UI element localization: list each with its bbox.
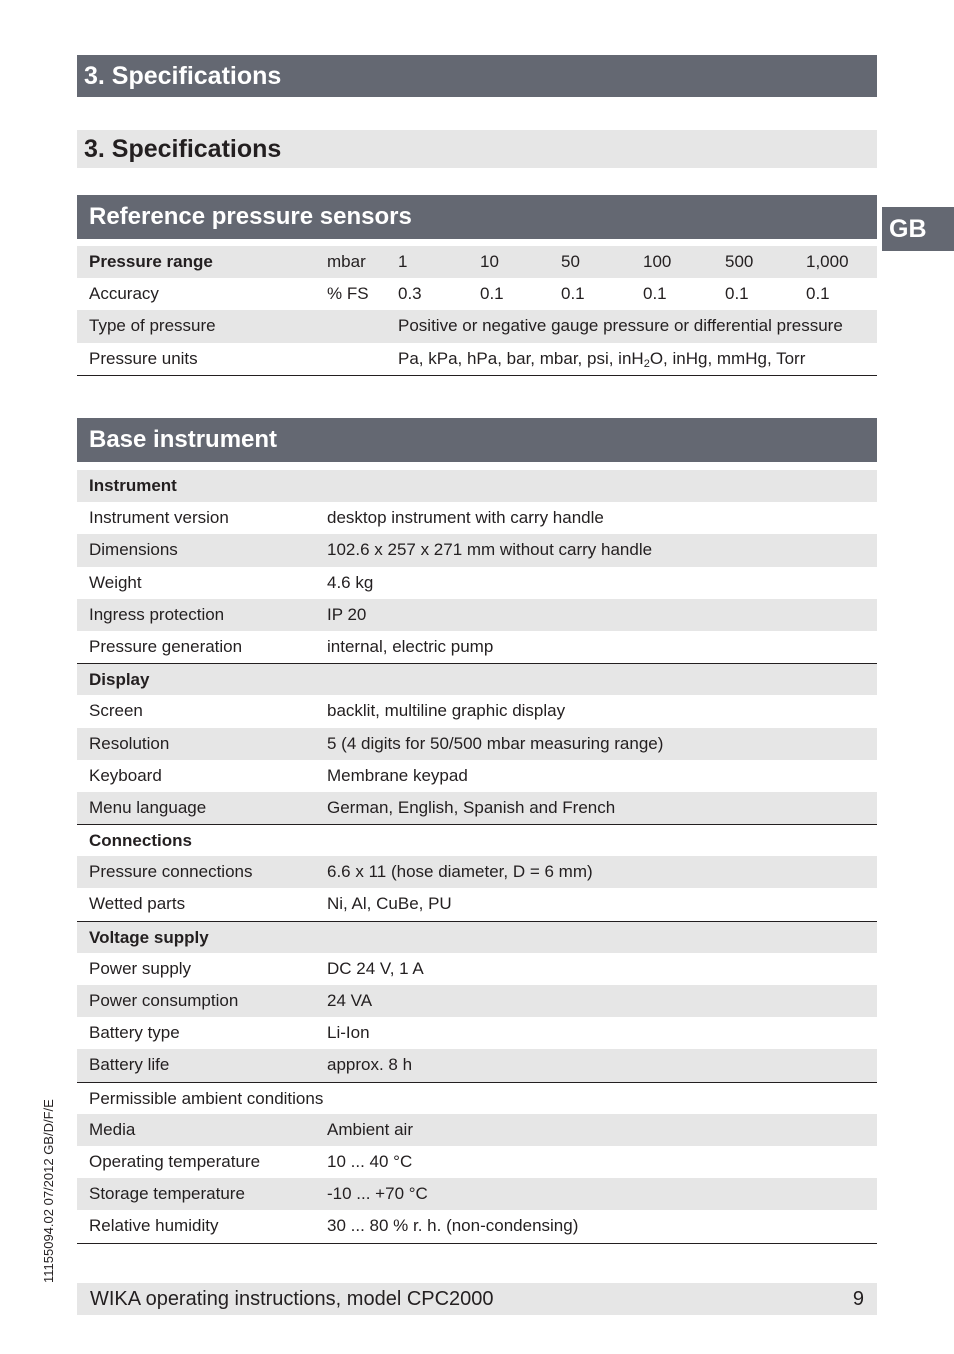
spec-group-row	[77, 1082, 877, 1114]
spec-row	[77, 695, 877, 727]
base-instrument-heading: Base instrument	[77, 418, 877, 462]
row-label: Voltage supply	[89, 927, 209, 947]
row-value: DC 24 V, 1 A	[327, 958, 424, 978]
spec-group-row	[77, 663, 877, 695]
row-label: Wetted parts	[89, 894, 186, 914]
spec-group-row	[77, 470, 877, 502]
spec-row	[77, 1178, 877, 1210]
row-label: Connections	[89, 831, 192, 851]
row-value: German, English, Spanish and French	[327, 797, 616, 817]
row-label: Resolution	[89, 733, 170, 753]
accuracy-value: 0.1	[480, 284, 504, 304]
spec-row	[77, 1049, 877, 1081]
row-value: IP 20	[327, 604, 367, 624]
row-value: Li-Ion	[327, 1023, 370, 1043]
spec-group-row	[77, 921, 877, 953]
spec-row	[77, 1210, 877, 1243]
row-value: 102.6 x 257 x 271 mm without carry handle	[327, 540, 653, 560]
spec-row	[77, 599, 877, 631]
row-label: Operating temperature	[89, 1151, 261, 1171]
row-value: 6.6 x 11 (hose diameter, D = 6 mm)	[327, 862, 593, 882]
running-header: 3. Specifications	[77, 55, 877, 97]
spec-row	[77, 856, 877, 888]
row-value: backlit, multiline graphic display	[327, 701, 566, 721]
pressure-units-row	[77, 343, 877, 376]
spec-row	[77, 567, 877, 599]
units-text-pre: Pa, kPa, hPa, bar, mbar, psi, inH	[398, 348, 644, 368]
page-footer	[77, 1283, 877, 1315]
spec-row	[77, 888, 877, 920]
spec-row	[77, 1146, 877, 1178]
spec-row	[77, 534, 877, 566]
row-unit: mbar	[327, 252, 366, 271]
row-label: Menu language	[89, 797, 207, 817]
row-unit: % FS	[327, 284, 369, 304]
row-value: Ambient air	[327, 1119, 413, 1139]
row-label: Instrument	[89, 476, 177, 495]
units-subscript: 2	[643, 357, 650, 370]
row-label: Keyboard	[89, 765, 162, 785]
row-label: Battery type	[89, 1023, 180, 1043]
row-value: 30 ... 80 % r. h. (non-condensing)	[327, 1216, 579, 1236]
section-title: 3. Specifications	[77, 130, 877, 168]
base-instrument-table	[77, 470, 877, 1244]
range-value: 1	[398, 252, 408, 271]
range-value: 500	[725, 252, 754, 271]
row-label: Relative humidity	[89, 1216, 219, 1236]
row-label: Power consumption	[89, 991, 239, 1010]
row-label: Pressure units	[89, 348, 198, 368]
row-label: Instrument version	[89, 508, 229, 528]
row-value	[398, 343, 805, 375]
row-value: desktop instrument with carry handle	[327, 508, 604, 528]
reference-sensors-heading: Reference pressure sensors	[77, 195, 877, 239]
accuracy-value: 0.1	[806, 284, 830, 304]
pressure-range-row	[77, 246, 877, 278]
footer-title: WIKA operating instructions, model CPC2000	[90, 1288, 494, 1310]
accuracy-row	[77, 278, 877, 310]
row-value: -10 ... +70 °C	[327, 1184, 428, 1204]
spec-row	[77, 953, 877, 985]
row-label: Type of pressure	[89, 316, 216, 336]
row-label: Weight	[89, 572, 142, 592]
spec-row	[77, 760, 877, 792]
accuracy-value: 0.1	[725, 284, 749, 304]
row-value: Positive or negative gauge pressure or differential pressure	[398, 316, 843, 336]
units-text-post: O, inHg, mmHg, Torr	[649, 348, 806, 368]
accuracy-value: 0.1	[643, 284, 667, 304]
range-value: 100	[643, 252, 672, 271]
row-label: Media	[89, 1119, 136, 1139]
row-value: Ni, Al, CuBe, PU	[327, 894, 452, 914]
range-value: 1,000	[806, 252, 849, 271]
spec-group-row	[77, 824, 877, 856]
row-value: Membrane keypad	[327, 765, 468, 785]
row-label: Ingress protection	[89, 604, 225, 624]
type-of-pressure-row	[77, 310, 877, 342]
row-label: Pressure connections	[89, 862, 253, 882]
spec-row	[77, 631, 877, 663]
row-value: internal, electric pump	[327, 636, 494, 656]
row-value: 10 ... 40 °C	[327, 1151, 413, 1171]
row-label: Display	[89, 670, 150, 690]
row-label: Dimensions	[89, 540, 178, 560]
row-label: Pressure generation	[89, 636, 243, 656]
row-label: Pressure range	[89, 252, 213, 271]
row-label: Power supply	[89, 958, 192, 978]
spec-row	[77, 1114, 877, 1146]
row-label: Battery life	[89, 1055, 170, 1075]
language-tab: GB	[882, 207, 954, 251]
row-label: Storage temperature	[89, 1184, 245, 1204]
range-value: 10	[480, 252, 499, 271]
reference-sensors-table	[77, 246, 877, 376]
row-value: 5 (4 digits for 50/500 mbar measuring range)	[327, 733, 664, 753]
row-value: 4.6 kg	[327, 572, 374, 592]
spec-row	[77, 502, 877, 534]
row-value: approx. 8 h	[327, 1055, 413, 1075]
accuracy-value: 0.1	[561, 284, 585, 304]
spec-row	[77, 1017, 877, 1049]
accuracy-value: 0.3	[398, 284, 422, 304]
row-label: Accuracy	[89, 284, 159, 304]
page-number: 9	[852, 1288, 864, 1310]
row-value: 24 VA	[327, 991, 373, 1010]
row-label: Screen	[89, 701, 143, 721]
range-value: 50	[561, 252, 580, 271]
spec-row	[77, 985, 877, 1017]
document-code: 11155094.02 07/2012 GB/D/F/E	[41, 1099, 56, 1283]
spec-row	[77, 728, 877, 760]
row-label: Permissible ambient conditions	[89, 1088, 324, 1108]
spec-row	[77, 792, 877, 824]
